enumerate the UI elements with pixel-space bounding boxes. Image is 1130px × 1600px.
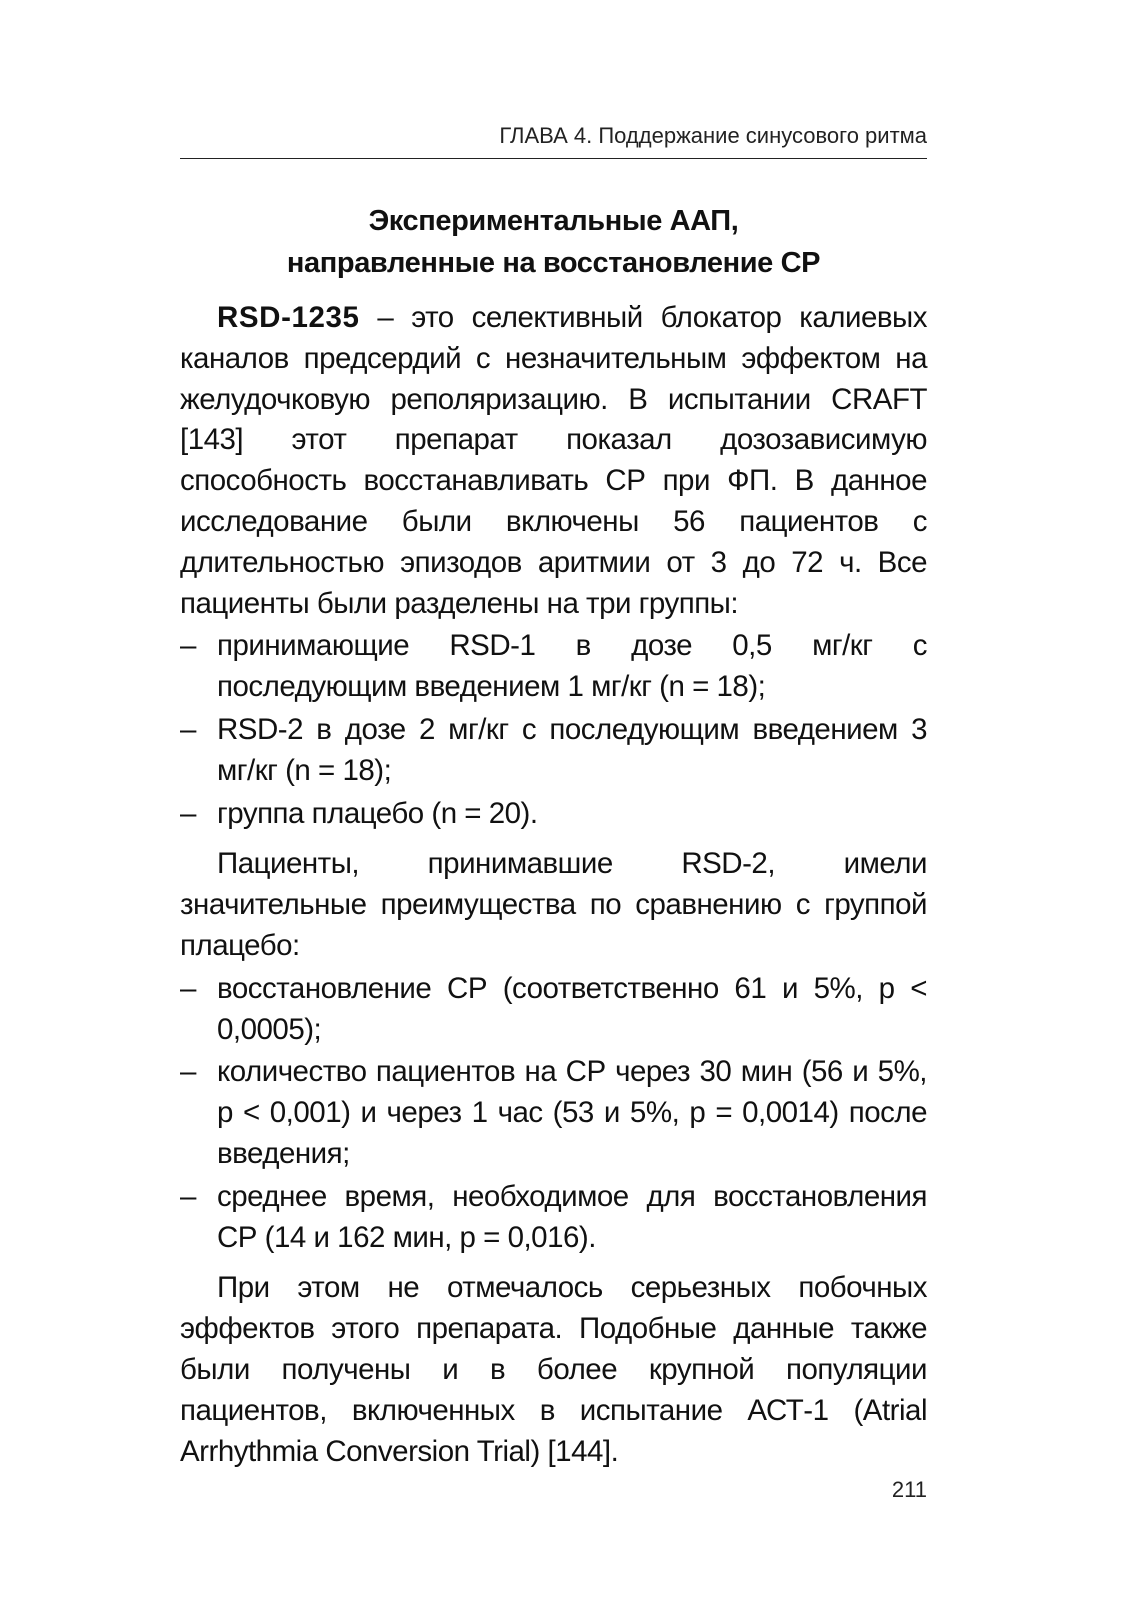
list-item [180, 1177, 927, 1259]
list-item-text: RSD-2 в дозе 2 мг/кг с последующим введением 3 мг/кг (n = 18); [217, 712, 927, 787]
list-item-text: принимающие RSD-1 в дозе 0,5 мг/кг с последующим введением 1 мг/кг (n = 18); [217, 629, 927, 704]
list-item [180, 710, 927, 792]
dash-marker: – [180, 796, 196, 830]
paragraph-advantages: Пациенты, принимавшие RSD-2, имели значительные преимущества по сравнению с группой плацебо: [180, 847, 927, 962]
body-text [180, 298, 927, 1472]
list-item-text: восстановление СР (соответственно 61 и 5%, р < 0,0005); [217, 971, 927, 1046]
list-item-text: количество пациентов на СР через 30 мин (56 и 5%, р < 0,001) и через 1 час (53 и 5%, р = 0,0014) после введения; [217, 1055, 927, 1170]
drug-term: RSD-1235 [217, 301, 360, 334]
list-item [180, 969, 927, 1051]
list-item-text: среднее время, необходимое для восстановления СР (14 и 162 мин, р = 0,016). [217, 1179, 927, 1254]
section-title-line-1: Экспериментальные ААП, [368, 205, 739, 237]
list-item [180, 626, 927, 708]
section-title-line-2: направленные на восстановление СР [286, 247, 821, 279]
running-header-title: ГЛАВА 4. Поддержание синусового ритма [499, 123, 927, 148]
paragraph-rsd-intro-text: – это селективный блокатор калиевых каналов предсердий с незначительным эффектом на желудочковую реполяризацию. В испытании CRAFT [143] этот препарат показал дозозависимую способность восстанавливать СР при ФП. В данное исследование были включены 56 пациентов с длительностью эпизодов аритмии от 3 до 72 ч. Все пациенты были разделены на три группы: [180, 301, 927, 620]
running-header [180, 116, 927, 159]
section-title [180, 200, 927, 284]
list-item [180, 1052, 927, 1174]
dash-marker: – [180, 1055, 196, 1089]
advantages-list [180, 969, 927, 1259]
list-item-text: группа плацебо (n = 20). [217, 796, 538, 830]
dash-marker: – [180, 629, 196, 663]
list-item [180, 794, 927, 835]
paragraph-rsd-intro [180, 298, 927, 624]
dash-marker: – [180, 1179, 196, 1213]
page-number: 211 [891, 1477, 927, 1502]
groups-list [180, 626, 927, 834]
paragraph-conclusion: При этом не отмечалось серьезных побочных эффектов этого препарата. Подобные данные также были получены и в более крупной популяции пациентов, включенных в испытание АСТ-1 (Atrial Arrhythmia Conversion Trial) [144]. [180, 1271, 927, 1468]
dash-marker: – [180, 712, 196, 746]
dash-marker: – [180, 971, 196, 1005]
